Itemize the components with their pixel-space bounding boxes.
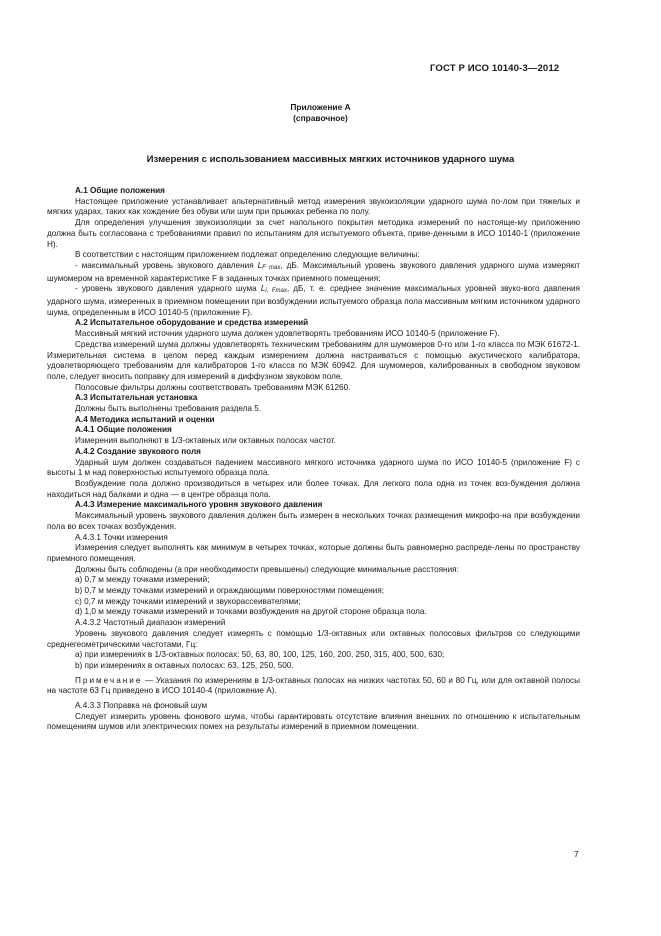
annex-title: Приложение А bbox=[290, 102, 351, 112]
paragraph: Следует измерить уровень фонового шума, чтобы гарантировать отсутствие влияния внешних по отношению к испытательным помещениям шумов или электрических помех на результаты измерений в приемном помещении. bbox=[47, 711, 580, 732]
list-item: d) 1,0 м между точками измерений и точками возбуждения на другой стороне образца пола. bbox=[75, 607, 427, 617]
paragraph: Настоящее приложение устанавливает альтернативный метод измерения звукоизоляции ударного шума по-лом при тяжелых и мягких ударах, таких как хождение без обуви или шум при прыжках ребенка по полу. bbox=[47, 196, 580, 217]
section-heading-a2: А.2 Испытательное оборудование и средства измерений bbox=[75, 318, 309, 328]
paragraph: Измерения выполняют в 1/3-октавных или октавных полосах частот. bbox=[75, 436, 336, 446]
document-code: ГОСТ Р ИСО 10140-3—2012 bbox=[430, 63, 560, 74]
note-label: Примечание bbox=[75, 675, 143, 685]
paragraph: Для определения улучшения звукоизоляции за счет напольного покрытия методика измерений по настояще-му приложению должна быть согласована с требованиями правил по испытаниям для испытуемого объекта, приве-денными в ИСО 10140-1 (приложение H). bbox=[47, 218, 580, 249]
subsection-heading-a432: А.4.3.2 Частотный диапазон измерений bbox=[75, 618, 226, 628]
paragraph: Ударный шум должен создаваться падением массивного мягкого источника ударного шума по ИСО 10140-5 (приложение F) с высоты 1 м над поверхностью испытуемого образца пола. bbox=[47, 457, 580, 478]
list-item: b) 0,7 м между точками измерений и ограждающими поверхностями помещения; bbox=[75, 586, 385, 596]
page-number: 7 bbox=[574, 849, 579, 859]
paragraph: Полосовые фильтры должны соответствовать требованиям МЭК 61260. bbox=[75, 382, 351, 392]
paragraph: Измерения следует выполнять как минимум в четырех точках, которые должны быть равномерно распреде-лены по пространству приемного помещения. bbox=[47, 543, 580, 563]
document-body bbox=[47, 186, 580, 733]
subsection-heading-a431: А.4.3.1 Точки измерения bbox=[75, 532, 168, 542]
annex-type: (справочное) bbox=[293, 113, 348, 123]
paragraph: Максимальный уровень звукового давления должен быть измерен в нескольких точках размещения микрофо-на при возбуждении пола во всех точках возбуждения. bbox=[47, 511, 580, 531]
paragraph: Должны быть выполнены требования раздела 5. bbox=[75, 404, 262, 414]
list-item: a) 0,7 м между точками измерений; bbox=[75, 575, 210, 585]
subsection-heading-a42: А.4.2 Создание звукового поля bbox=[75, 446, 201, 456]
list-item: a) при измерениях в 1/3-октавных полосах: 50, 63, 80, 100, 125, 160, 200, 250, 315, 400, 500, 630; bbox=[75, 650, 445, 660]
paragraph: - максимальный уровень звукового давления LF max, дБ. Максимальный уровень звукового давления ударного шума измеряют шумомером на временной характеристике F в заданных точках приемного помещения; bbox=[47, 260, 580, 283]
paragraph: - уровень звукового давления ударного шума Li, Fmax, дБ, т. е. среднее значение максимальных уровней звуко-вого давления ударного шума, измеренных в приемном помещении при возбуждении испытуемого образца пола массивным мягким источником ударного шума, определенным в ИСО 10140-5 (приложение F). bbox=[47, 284, 580, 317]
paragraph: Средства измерений шума должны удовлетворять техническим требованиям для шумомеров 0-го или 1-го класса по МЭК 61672-1. Измерительная система в целом перед каждым измерением должна настраиваться с помощью акустического калибратора, удовлетворяющего требованиям для калибраторов 1-го класса по МЭК 60942. Для шумомеров, калиброванных в свободном звуковом поле, следует вносить поправку для измерений в диффузном звуковом поле. bbox=[47, 339, 580, 381]
paragraph: Возбуждение пола должно производиться в четырех или более точках. Для легкого пола одна из точек воз-буждения должна находиться над балками и одна — в центре образца пола. bbox=[47, 478, 580, 499]
list-item: c) 0,7 м между точками измерений и звукорассеивателями; bbox=[75, 596, 301, 606]
list-item: b) при измерениях в октавных полосах: 63, 125, 250, 500. bbox=[75, 660, 294, 670]
note bbox=[47, 676, 580, 697]
subsection-heading-a41: А.4.1 Общие положения bbox=[75, 425, 172, 435]
paragraph: Массивный мягкий источник ударного шума должен удовлетворять требованиям ИСО 10140-5 (приложение F). bbox=[75, 329, 500, 339]
paragraph: Должны быть соблюдены (а при необходимости превышены) следующие минимальные расстояния: bbox=[75, 564, 459, 574]
subsection-heading-a433: А.4.3.3 Поправка на фоновый шум bbox=[75, 701, 208, 711]
section-heading-a4: А.4 Методика испытаний и оценки bbox=[75, 414, 215, 424]
subsection-heading-a43: А.4.3 Измерение максимального уровня звукового давления bbox=[75, 500, 323, 510]
section-heading-a1: А.1 Общие положения bbox=[75, 186, 165, 195]
section-heading-a3: А.3 Испытательная установка bbox=[75, 393, 198, 403]
paragraph: В соответствии с настоящим приложением подлежат определению следующие величины: bbox=[75, 250, 420, 260]
note-text: — Указания по измерениям в 1/3-октавных полосах на низких частотах 50, 60 и 80 Гц, или для октавной полосы на частоте 63 Гц приведено в ИСО 10140-4 (приложение А). bbox=[47, 675, 580, 696]
main-title: Измерения с использованием массивных мягких источников ударного шума bbox=[146, 154, 515, 165]
paragraph: Уровень звукового давления следует измерять с помощью 1/3-октавных или октавных полосовых фильтров со следующими среднегеометрическими частотами, Гц: bbox=[47, 628, 580, 649]
